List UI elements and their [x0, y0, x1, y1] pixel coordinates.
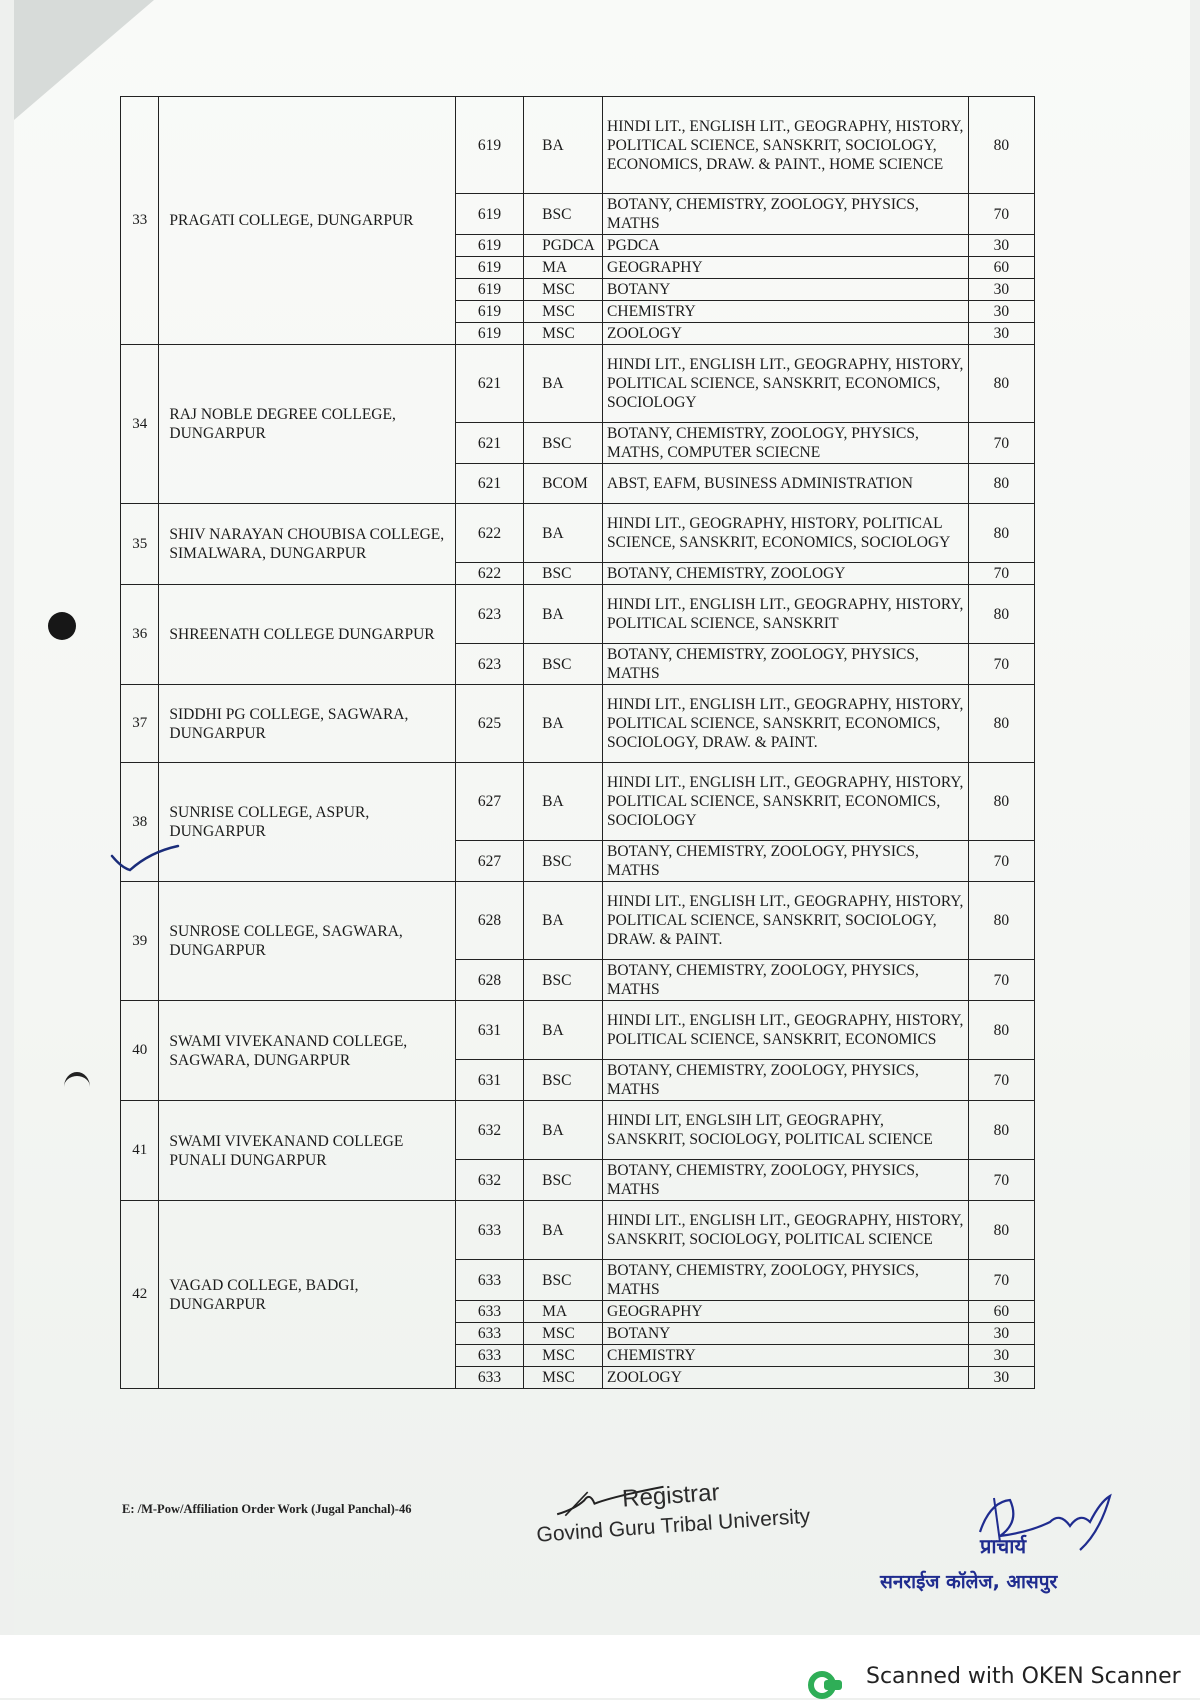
course-code: 627 [455, 841, 523, 882]
punch-mark [64, 1072, 90, 1102]
affiliation-table [120, 96, 1035, 1389]
seat-count: 30 [968, 235, 1034, 257]
course-name: BA [524, 882, 603, 960]
college-name: SUNRISE COLLEGE, ASPUR, DUNGARPUR [159, 763, 455, 882]
seat-count: 60 [968, 257, 1034, 279]
oken-scanner-logo-icon [808, 1670, 848, 1700]
subject-list: HINDI LIT., ENGLISH LIT., GEOGRAPHY, HISTORY, POLITICAL SCIENCE, SANSKRIT, SOCIOLOGY, DRAW. & PAINT. [603, 882, 969, 960]
course-code: 619 [455, 301, 523, 323]
seat-count: 30 [968, 323, 1034, 345]
seat-count: 70 [968, 1060, 1034, 1101]
table-row [121, 763, 1035, 841]
table-body [121, 97, 1035, 1389]
course-code: 621 [455, 423, 523, 464]
principal-title: प्राचार्य [980, 1534, 1027, 1558]
subject-list: BOTANY, CHEMISTRY, ZOOLOGY [603, 563, 969, 585]
course-code: 633 [455, 1323, 523, 1345]
course-code: 623 [455, 644, 523, 685]
course-name: BA [524, 1101, 603, 1160]
subject-list: BOTANY [603, 279, 969, 301]
course-name: BSC [524, 960, 603, 1001]
seat-count: 80 [968, 345, 1034, 423]
seat-count: 30 [968, 301, 1034, 323]
course-code: 627 [455, 763, 523, 841]
serial-number: 33 [121, 97, 159, 345]
subject-list: HINDI LIT., ENGLISH LIT., GEOGRAPHY, HISTORY, POLITICAL SCIENCE, SANSKRIT, ECONOMICS, SOCIOLOGY [603, 763, 969, 841]
college-name: SHREENATH COLLEGE DUNGARPUR [159, 585, 455, 685]
table-row [121, 882, 1035, 960]
college-name: SUNROSE COLLEGE, SAGWARA, DUNGARPUR [159, 882, 455, 1001]
table-row [121, 1201, 1035, 1260]
seat-count: 70 [968, 423, 1034, 464]
course-code: 628 [455, 960, 523, 1001]
subject-list: CHEMISTRY [603, 1345, 969, 1367]
course-name: MA [524, 257, 603, 279]
course-name: BA [524, 504, 603, 563]
university-name: Govind Guru Tribal University [535, 1504, 811, 1547]
table-row [121, 1001, 1035, 1060]
seat-count: 70 [968, 1160, 1034, 1201]
seat-count: 80 [968, 464, 1034, 504]
subject-list: ZOOLOGY [603, 323, 969, 345]
subject-list: BOTANY, CHEMISTRY, ZOOLOGY, PHYSICS, MATHS, COMPUTER SCIECNE [603, 423, 969, 464]
course-name: MA [524, 1301, 603, 1323]
course-code: 621 [455, 345, 523, 423]
subject-list: CHEMISTRY [603, 301, 969, 323]
course-code: 619 [455, 194, 523, 235]
subject-list: ZOOLOGY [603, 1367, 969, 1389]
seat-count: 70 [968, 1260, 1034, 1301]
course-code: 619 [455, 235, 523, 257]
course-code: 632 [455, 1160, 523, 1201]
serial-number: 41 [121, 1101, 159, 1201]
course-name: BA [524, 1001, 603, 1060]
course-code: 619 [455, 97, 523, 194]
serial-number: 38 [121, 763, 159, 882]
course-name: BA [524, 585, 603, 644]
course-code: 622 [455, 563, 523, 585]
subject-list: HINDI LIT, ENGLSIH LIT, GEOGRAPHY, SANSKRIT, SOCIOLOGY, POLITICAL SCIENCE [603, 1101, 969, 1160]
seat-count: 70 [968, 960, 1034, 1001]
seat-count: 80 [968, 585, 1034, 644]
serial-number: 35 [121, 504, 159, 585]
principal-stamp [880, 1492, 1130, 1602]
course-code: 625 [455, 685, 523, 763]
course-name: BA [524, 763, 603, 841]
course-name: MSC [524, 323, 603, 345]
subject-list: HINDI LIT., ENGLISH LIT., GEOGRAPHY, HISTORY, POLITICAL SCIENCE, SANSKRIT, SOCIOLOGY, ECONOMICS, DRAW. & PAINT., HOME SCIENCE [603, 97, 969, 194]
subject-list: BOTANY, CHEMISTRY, ZOOLOGY, PHYSICS, MATHS [603, 841, 969, 882]
college-name: SIDDHI PG COLLEGE, SAGWARA, DUNGARPUR [159, 685, 455, 763]
seat-count: 70 [968, 841, 1034, 882]
course-name: MSC [524, 1345, 603, 1367]
seat-count: 80 [968, 504, 1034, 563]
subject-list: BOTANY, CHEMISTRY, ZOOLOGY, PHYSICS, MATHS [603, 1160, 969, 1201]
subject-list: HINDI LIT., ENGLISH LIT., GEOGRAPHY, HISTORY, POLITICAL SCIENCE, SANSKRIT, ECONOMICS, SOCIOLOGY [603, 345, 969, 423]
course-name: MSC [524, 1323, 603, 1345]
seat-count: 80 [968, 1001, 1034, 1060]
course-name: BA [524, 1201, 603, 1260]
seat-count: 70 [968, 563, 1034, 585]
course-code: 619 [455, 279, 523, 301]
table-row [121, 1101, 1035, 1160]
subject-list: HINDI LIT., ENGLISH LIT., GEOGRAPHY, HISTORY, SANSKRIT, SOCIOLOGY, POLITICAL SCIENCE [603, 1201, 969, 1260]
scanner-label: Scanned with OKEN Scanner [866, 1664, 1181, 1689]
serial-number: 34 [121, 345, 159, 504]
college-name: SHIV NARAYAN CHOUBISA COLLEGE, SIMALWARA, DUNGARPUR [159, 504, 455, 585]
course-name: MSC [524, 1367, 603, 1389]
course-name: BA [524, 345, 603, 423]
course-code: 633 [455, 1201, 523, 1260]
course-code: 619 [455, 323, 523, 345]
seat-count: 70 [968, 644, 1034, 685]
course-name: BSC [524, 1060, 603, 1101]
subject-list: HINDI LIT., ENGLISH LIT., GEOGRAPHY, HISTORY, POLITICAL SCIENCE, SANSKRIT, ECONOMICS, SOCIOLOGY, DRAW. & PAINT. [603, 685, 969, 763]
seat-count: 80 [968, 1201, 1034, 1260]
course-name: BSC [524, 194, 603, 235]
course-name: BA [524, 97, 603, 194]
subject-list: GEOGRAPHY [603, 1301, 969, 1323]
subject-list: HINDI LIT., ENGLISH LIT., GEOGRAPHY, HISTORY, POLITICAL SCIENCE, SANSKRIT, ECONOMICS [603, 1001, 969, 1060]
course-code: 633 [455, 1260, 523, 1301]
tick-mark-icon [110, 842, 180, 872]
subject-list: HINDI LIT., GEOGRAPHY, HISTORY, POLITICAL SCIENCE, SANSKRIT, ECONOMICS, SOCIOLOGY [603, 504, 969, 563]
college-name: SWAMI VIVEKANAND COLLEGE PUNALI DUNGARPUR [159, 1101, 455, 1201]
course-name: BSC [524, 563, 603, 585]
seat-count: 30 [968, 1345, 1034, 1367]
principal-college: सनराईज कॉलेज, आसपुर [880, 1571, 1058, 1593]
course-code: 628 [455, 882, 523, 960]
subject-list: BOTANY, CHEMISTRY, ZOOLOGY, PHYSICS, MATHS [603, 1260, 969, 1301]
subject-list: GEOGRAPHY [603, 257, 969, 279]
seat-count: 80 [968, 1101, 1034, 1160]
seat-count: 30 [968, 279, 1034, 301]
file-reference: E: /M-Pow/Affiliation Order Work (Jugal Panchal)-46 [122, 1502, 412, 1516]
course-code: 633 [455, 1301, 523, 1323]
course-name: BSC [524, 1160, 603, 1201]
course-name: PGDCA [524, 235, 603, 257]
seat-count: 30 [968, 1323, 1034, 1345]
college-name: PRAGATI COLLEGE, DUNGARPUR [159, 97, 455, 345]
subject-list: PGDCA [603, 235, 969, 257]
seat-count: 80 [968, 685, 1034, 763]
course-code: 631 [455, 1060, 523, 1101]
seat-count: 80 [968, 882, 1034, 960]
seat-count: 80 [968, 763, 1034, 841]
course-code: 631 [455, 1001, 523, 1060]
course-code: 633 [455, 1345, 523, 1367]
serial-number: 36 [121, 585, 159, 685]
college-name: SWAMI VIVEKANAND COLLEGE, SAGWARA, DUNGARPUR [159, 1001, 455, 1101]
seat-count: 60 [968, 1301, 1034, 1323]
subject-list: BOTANY, CHEMISTRY, ZOOLOGY, PHYSICS, MATHS [603, 1060, 969, 1101]
course-code: 619 [455, 257, 523, 279]
seat-count: 70 [968, 194, 1034, 235]
course-name: BCOM [524, 464, 603, 504]
subject-list: BOTANY, CHEMISTRY, ZOOLOGY, PHYSICS, MATHS [603, 644, 969, 685]
course-code: 621 [455, 464, 523, 504]
table-row [121, 504, 1035, 563]
course-name: BSC [524, 423, 603, 464]
course-code: 632 [455, 1101, 523, 1160]
subject-list: HINDI LIT., ENGLISH LIT., GEOGRAPHY, HISTORY, POLITICAL SCIENCE, SANSKRIT [603, 585, 969, 644]
table-row [121, 685, 1035, 763]
registrar-title: Registrar [621, 1478, 721, 1513]
table-row [121, 585, 1035, 644]
subject-list: BOTANY, CHEMISTRY, ZOOLOGY, PHYSICS, MATHS [603, 960, 969, 1001]
serial-number: 42 [121, 1201, 159, 1389]
course-name: BSC [524, 1260, 603, 1301]
college-name: RAJ NOBLE DEGREE COLLEGE, DUNGARPUR [159, 345, 455, 504]
course-name: BA [524, 685, 603, 763]
table-row [121, 97, 1035, 194]
course-name: MSC [524, 279, 603, 301]
seat-count: 30 [968, 1367, 1034, 1389]
course-name: MSC [524, 301, 603, 323]
serial-number: 37 [121, 685, 159, 763]
college-name: VAGAD COLLEGE, BADGI, DUNGARPUR [159, 1201, 455, 1389]
seat-count: 80 [968, 97, 1034, 194]
course-code: 622 [455, 504, 523, 563]
subject-list: BOTANY [603, 1323, 969, 1345]
course-name: BSC [524, 841, 603, 882]
punch-hole [48, 612, 76, 640]
course-name: BSC [524, 644, 603, 685]
course-code: 633 [455, 1367, 523, 1389]
table-row [121, 345, 1035, 423]
subject-list: ABST, EAFM, BUSINESS ADMINISTRATION [603, 464, 969, 504]
subject-list: BOTANY, CHEMISTRY, ZOOLOGY, PHYSICS, MATHS [603, 194, 969, 235]
serial-number: 39 [121, 882, 159, 1001]
course-code: 623 [455, 585, 523, 644]
serial-number: 40 [121, 1001, 159, 1101]
